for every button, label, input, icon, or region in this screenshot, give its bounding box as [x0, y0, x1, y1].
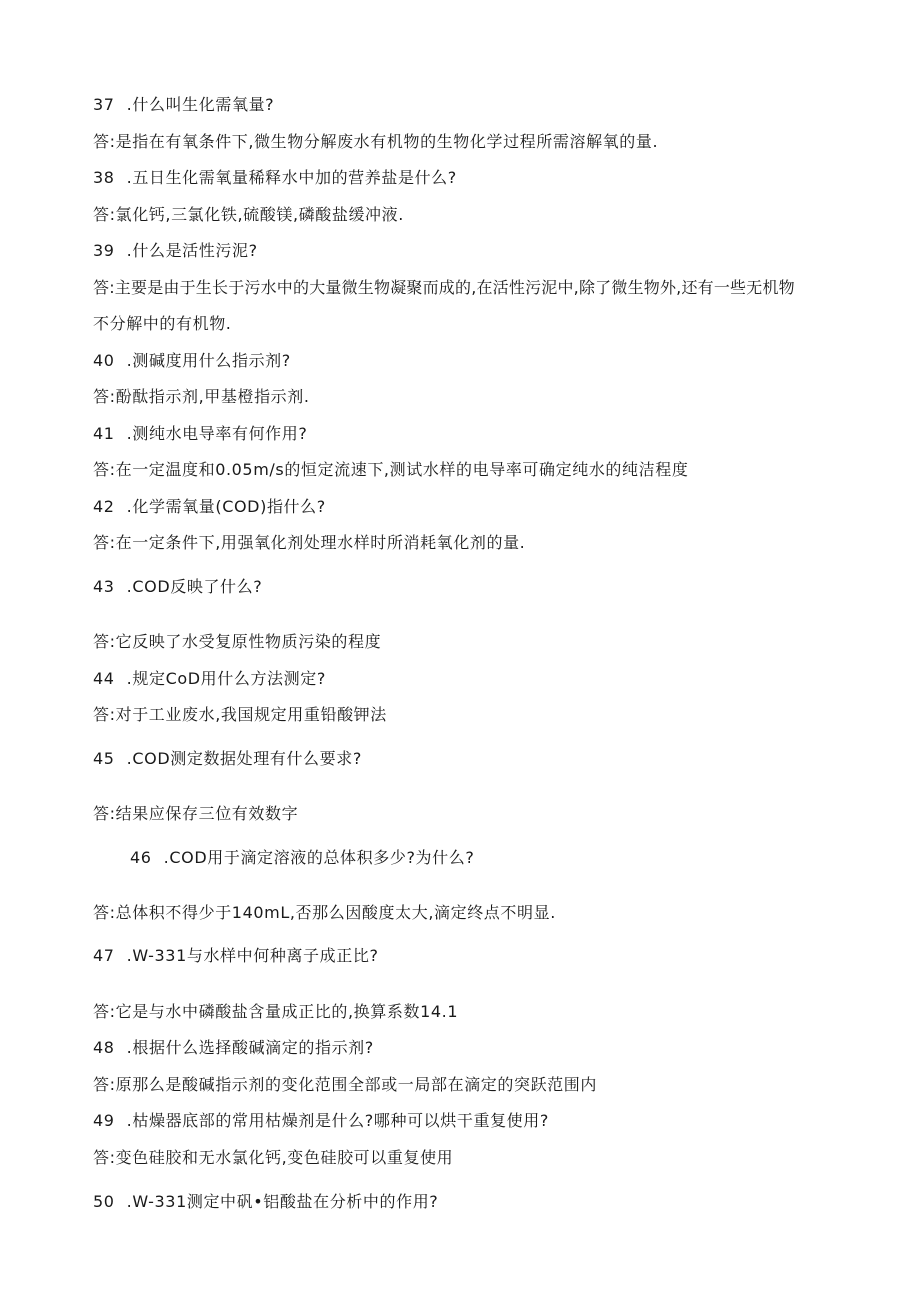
- answer-44: 答:对于工业废水,我国规定用重铅酸钾法: [93, 705, 387, 724]
- question-47: 47 .W-331与水样中何种离子成正比?: [93, 946, 379, 965]
- question-41: 41 .测纯水电导率有何作用?: [93, 424, 308, 443]
- answer-47: 答:它是与水中磷酸盐含量成正比的,换算系数14.1: [93, 1002, 459, 1021]
- question-44: 44 .规定CoD用什么方法测定?: [93, 669, 326, 688]
- answer-48: 答:原那么是酸碱指示剂的变化范围全部或一局部在滴定的突跃范围内: [93, 1075, 597, 1094]
- question-37: 37 .什么叫生化需氧量?: [93, 95, 275, 114]
- answer-49: 答:变色硅胶和无水氯化钙,变色硅胶可以重复使用: [93, 1148, 454, 1167]
- question-38: 38 .五日生化需氧量稀释水中加的营养盐是什么?: [93, 168, 457, 187]
- answer-43: 答:它反映了水受复原性物质污染的程度: [93, 632, 382, 651]
- answer-37: 答:是指在有氧条件下,微生物分解废水有机物的生物化学过程所需溶解氧的量.: [93, 132, 659, 151]
- answer-45: 答:结果应保存三位有效数字: [93, 804, 299, 823]
- question-48: 48 .根据什么选择酸碱滴定的指示剂?: [93, 1038, 374, 1057]
- question-43: 43 .COD反映了什么?: [93, 577, 263, 596]
- answer-38: 答:氯化钙,三氯化铁,硫酸镁,磷酸盐缓冲液.: [93, 205, 404, 224]
- answer-42: 答:在一定条件下,用强氧化剂处理水样时所消耗氧化剂的量.: [93, 533, 526, 552]
- answer-39-continued: 不分解中的有机物.: [93, 314, 232, 333]
- question-42: 42 .化学需氧量(COD)指什么?: [93, 497, 326, 516]
- question-46: 46 .COD用于滴定溶液的总体积多少?为什么?: [130, 848, 475, 867]
- answer-46: 答:总体积不得少于140mL,否那么因酸度太大,滴定终点不明显.: [93, 903, 556, 922]
- question-40: 40 .测碱度用什么指示剂?: [93, 351, 291, 370]
- question-50: 50 .W-331测定中矾•铝酸盐在分析中的作用?: [93, 1192, 439, 1211]
- question-49: 49 .枯燥器底部的常用枯燥剂是什么?哪种可以烘干重复使用?: [93, 1111, 549, 1130]
- question-39: 39 .什么是活性污泥?: [93, 241, 258, 260]
- answer-39: 答:主要是由于生长于污水中的大量微生物凝聚而成的,在活性污泥中,除了微生物外,还有一些无机物: [93, 278, 795, 297]
- answer-40: 答:酚酞指示剂,甲基橙指示剂.: [93, 387, 310, 406]
- answer-41: 答:在一定温度和0.05m∕s的恒定流速下,测试水样的电导率可确定纯水的纯洁程度: [93, 460, 689, 479]
- question-45: 45 .COD测定数据处理有什么要求?: [93, 749, 362, 768]
